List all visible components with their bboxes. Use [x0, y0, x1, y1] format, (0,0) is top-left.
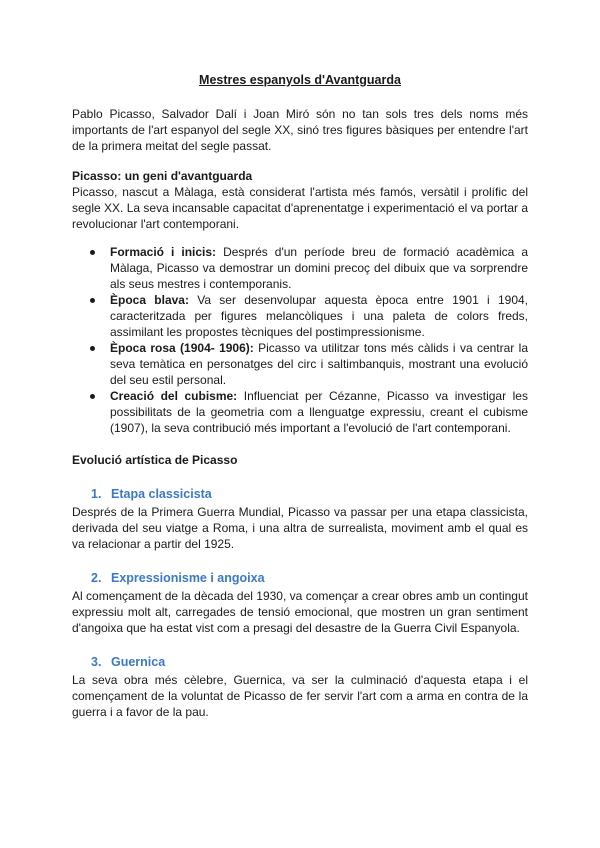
bullet-text: Després d'un període breu de formació acadèmica a Màlaga, Picasso va demostrar un domini precoç del dibuix que va sorprendre als seus mestres i contemporanis.	[110, 245, 528, 291]
picasso-heading: Picasso: un geni d'avantguarda	[72, 169, 253, 183]
section-heading-1	[72, 486, 528, 502]
section-number: 3.	[91, 655, 102, 669]
document-page	[72, 72, 528, 738]
section-number: 2.	[91, 571, 102, 585]
list-item	[72, 388, 528, 436]
bullet-text: Va ser desenvolupar aquesta època entre 1901 i 1904, caracteritzada per figures melancòliques i una paleta de colors freds, assimilant les propostes tècniques del postimpressionisme.	[110, 293, 529, 339]
section-paragraph-2: Al començament de la dècada del 1930, va començar a crear obres amb un contingut expressiu molt alt, carregades de tensió emocional, que mostren un gran sentiment d'angoixa que ha estat vist com a presagi del desastre de la Guerra Civil Espanyola.	[72, 589, 528, 635]
section-paragraph-1: Després de la Primera Guerra Mundial, Picasso va passar per una etapa classicista, derivada del seu viatge a Roma, i una altra de surrealista, moviment amb el qual es va relacionar a partir del 1925.	[72, 505, 528, 551]
bullet-label: Creació del cubisme:	[110, 389, 238, 403]
list-item	[72, 292, 528, 340]
picasso-paragraph: Picasso, nascut a Màlaga, està considerat l'artista més famós, versàtil i prolífic del segle XX. La seva incansable capacitat d'aprenentatge i experimentació el va portar a revolucionar l'art contemporani.	[72, 185, 528, 231]
picasso-bullet-list	[72, 244, 528, 436]
section-title: Guernica	[111, 655, 166, 669]
evolution-heading: Evolució artística de Picasso	[72, 453, 238, 467]
bullet-icon	[90, 298, 95, 303]
bullet-label: Època blava:	[110, 293, 189, 307]
section-number: 1.	[91, 487, 102, 501]
bullet-label: Formació i inicis:	[110, 245, 217, 259]
list-item	[72, 244, 528, 292]
section-title: Etapa classicista	[111, 487, 212, 501]
bullet-icon	[90, 250, 95, 255]
section-heading-2	[72, 570, 528, 586]
bullet-icon	[90, 346, 95, 351]
bullet-label: Època rosa (1904- 1906):	[110, 341, 254, 355]
list-item	[72, 340, 528, 388]
section-title: Expressionisme i angoixa	[111, 571, 265, 585]
section-paragraph-3: La seva obra més cèlebre, Guernica, va ser la culminació d'aquesta etapa i el començament de la voluntat de Picasso de fer servir l'art com a arma en contra de la guerra i a favor de la pau.	[72, 673, 528, 719]
intro-paragraph: Pablo Picasso, Salvador Dalí i Joan Miró són no tan sols tres dels noms més importants de l'art espanyol del segle XX, sinó tres figures bàsiques per entendre l'art de la primera meitat del segle passat.	[72, 107, 528, 153]
bullet-icon	[90, 394, 95, 399]
document-title: Mestres espanyols d'Avantguarda	[199, 73, 401, 87]
bullet-text: Influenciat per Cézanne, Picasso va investigar les possibilitats de la geometria com a llenguatge expressiu, creant el cubisme (1907), la seva contribució més important a l'evolució de l'art contemporani.	[110, 389, 528, 435]
section-heading-3	[72, 654, 528, 670]
bullet-text: Picasso va utilitzar tons més càlids i va centrar la seva temàtica en personatges del circ i saltimbanquis, mostrant una evolució del seu estil personal.	[110, 341, 528, 387]
